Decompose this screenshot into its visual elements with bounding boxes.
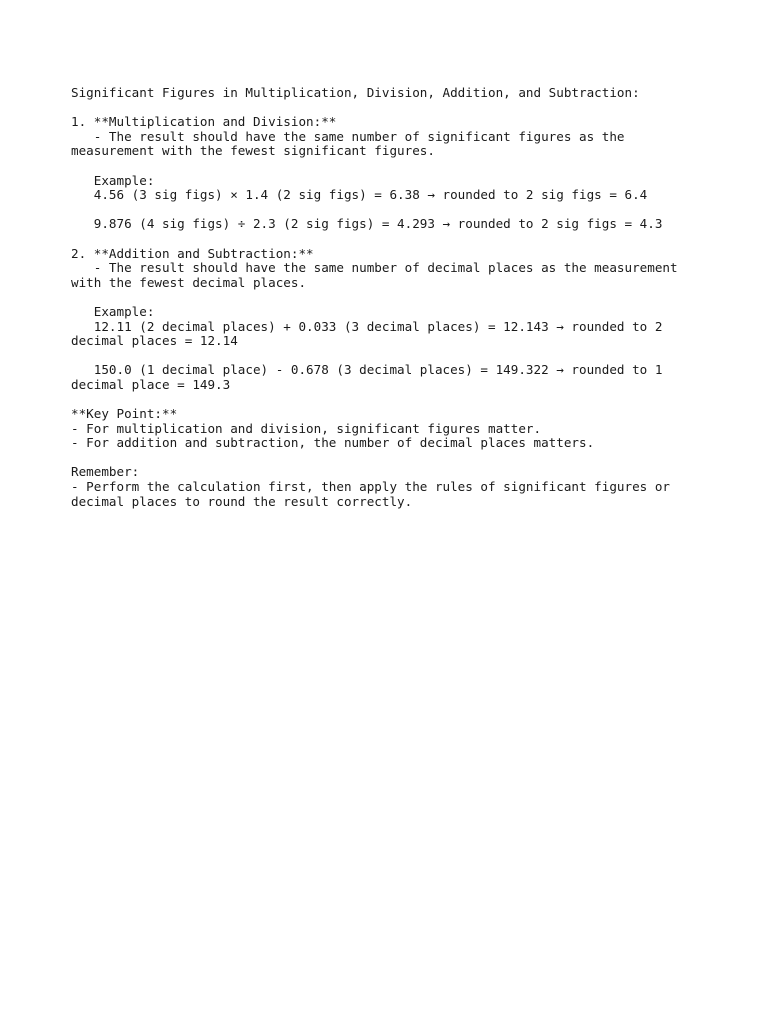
section-heading-multiplication-division: 1. **Multiplication and Division:** <box>71 114 337 130</box>
example-multiplication: 4.56 (3 sig figs) × 1.4 (2 sig figs) = 6.38 → rounded to 2 sig figs = 6.4 <box>71 187 648 203</box>
rule-text: measurement with the fewest significant figures. <box>71 143 435 159</box>
remember-item: - Perform the calculation first, then apply the rules of significant figures or <box>71 479 670 495</box>
blank-line <box>71 232 731 247</box>
blank-line <box>71 203 731 218</box>
example-addition-continued: decimal places = 12.14 <box>71 333 238 349</box>
document-title: Significant Figures in Multiplication, Division, Addition, and Subtraction: <box>71 85 640 100</box>
key-point-item: - For multiplication and division, significant figures matter. <box>71 420 542 436</box>
blank-line <box>71 349 731 364</box>
blank-line <box>71 392 731 407</box>
blank-line <box>71 290 731 305</box>
example-subtraction: 150.0 (1 decimal place) - 0.678 (3 decimal places) = 149.322 → rounded to 1 <box>71 362 663 378</box>
example-addition: 12.11 (2 decimal places) + 0.033 (3 decimal places) = 12.143 → rounded to 2 <box>71 318 663 334</box>
blank-line <box>71 451 731 466</box>
blank-line <box>71 159 731 174</box>
remember-heading: Remember: <box>71 464 140 480</box>
rule-text: with the fewest decimal places. <box>71 274 307 290</box>
rule-text: - The result should have the same number of significant figures as the <box>71 128 625 144</box>
section-heading-addition-subtraction: 2. **Addition and Subtraction:** <box>71 245 314 261</box>
example-division: 9.876 (4 sig figs) ÷ 2.3 (2 sig figs) = 4.293 → rounded to 2 sig figs = 4.3 <box>71 216 663 232</box>
remember-item-continued: decimal places to round the result correctly. <box>71 493 413 509</box>
example-label: Example: <box>71 303 155 319</box>
key-point-heading: **Key Point:** <box>71 406 178 422</box>
key-point-item: - For addition and subtraction, the number of decimal places matters. <box>71 435 595 451</box>
example-subtraction-continued: decimal place = 149.3 <box>71 376 231 392</box>
document-body <box>71 86 731 509</box>
rule-text: - The result should have the same number of decimal places as the measurement <box>71 260 678 276</box>
example-label: Example: <box>71 172 155 188</box>
blank-line <box>71 101 731 116</box>
